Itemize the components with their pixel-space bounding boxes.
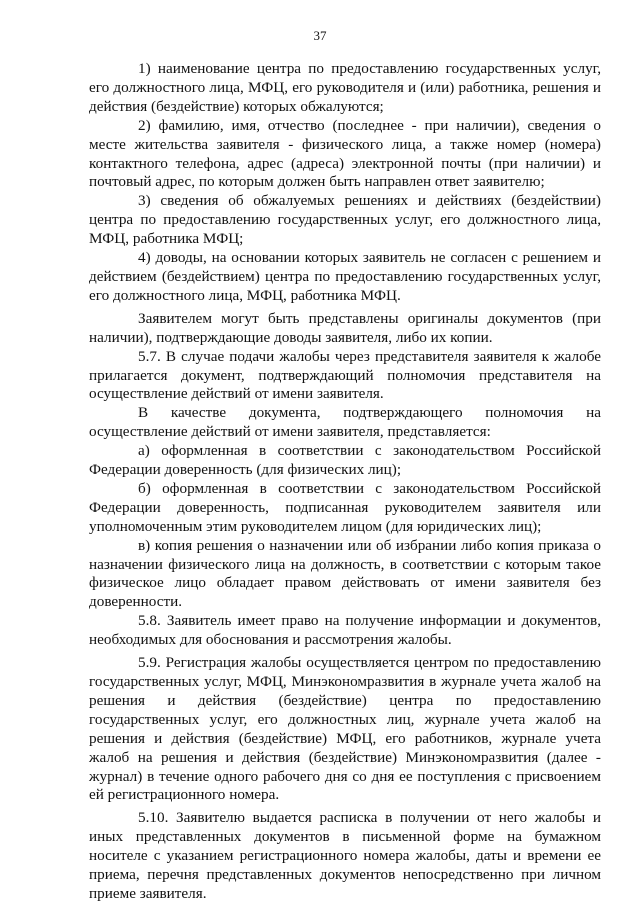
paragraph-item-3: 3) сведения об обжалуемых решениях и действиях (бездействии) центра по предоставлению государственных услуг, его должностного лица, МФЦ, работника МФЦ; xyxy=(89,192,601,248)
paragraph-proxy-documents: В качестве документа, подтверждающего полномочия на осуществление действий от имени заявителя, представляется: xyxy=(89,404,601,441)
paragraph-item-v: в) копия решения о назначении или об избрании либо копия приказа о назначении физического лица на должность, в соответствии с которым такое физическое лицо обладает правом действовать от имени заявителя без доверенности. xyxy=(89,536,601,611)
page-number: 37 xyxy=(313,28,327,43)
paragraph-5-10: 5.10. Заявителю выдается расписка в получении от него жалобы и иных представленных документов в письменной форме на бумажном носителе с указанием регистрационного номера жалобы, даты и времени ее приема, перечня представленных документов непосредственно при личном приеме заявителя. xyxy=(89,809,601,902)
document-body xyxy=(89,60,601,904)
paragraph-item-b: б) оформленная в соответствии с законодательством Российской Федерации доверенность, подписанная руководителем заявителя или уполномоченным этим руководителем лицом (для юридических лиц); xyxy=(89,479,601,535)
paragraph-item-2: 2) фамилию, имя, отчество (последнее - при наличии), сведения о месте жительства заявителя - физического лица, а также номер (номера) контактного телефона, адрес (адреса) электронной почты (при наличии) и почтовый адрес, по которым должен быть направлен ответ заявителю; xyxy=(89,116,601,191)
paragraph-5-7: 5.7. В случае подачи жалобы через представителя заявителя к жалобе прилагается документ, подтверждающий полномочия представителя на осуществление действий от имени заявителя. xyxy=(89,347,601,403)
paragraph-originals: Заявителем могут быть представлены оригиналы документов (при наличии), подтверждающие доводы заявителя, либо их копии. xyxy=(89,309,601,346)
paragraph-5-9: 5.9. Регистрация жалобы осуществляется центром по предоставлению государственных услуг, МФЦ, Минэкономразвития в журнале учета жалоб на решения и действия (бездействие) центра по предоставлению государственных услуг, его должностных лиц, журнале учета жалоб на решения и действия (бездействие) МФЦ, его работников, журнале учета жалоб на решения и действия (бездействие) Минэкономразвития (далее - журнал) в течение одного рабочего дня со дня ее поступления с присвоением ей регистрационного номера. xyxy=(89,654,601,804)
paragraph-item-1: 1) наименование центра по предоставлению государственных услуг, его должностного лица, МФЦ, его руководителя и (или) работника, решения и действия (бездействие) которых обжалуются; xyxy=(89,60,601,115)
paragraph-item-a: а) оформленная в соответствии с законодательством Российской Федерации доверенность (для физических лиц); xyxy=(89,442,601,479)
paragraph-item-4: 4) доводы, на основании которых заявитель не согласен с решением и действием (бездействием) центра по предоставлению государственных услуг, его должностного лица, МФЦ, работника МФЦ. xyxy=(89,249,601,304)
paragraph-5-8: 5.8. Заявитель имеет право на получение информации и документов, необходимых для обоснования и рассмотрения жалобы. xyxy=(89,612,601,649)
